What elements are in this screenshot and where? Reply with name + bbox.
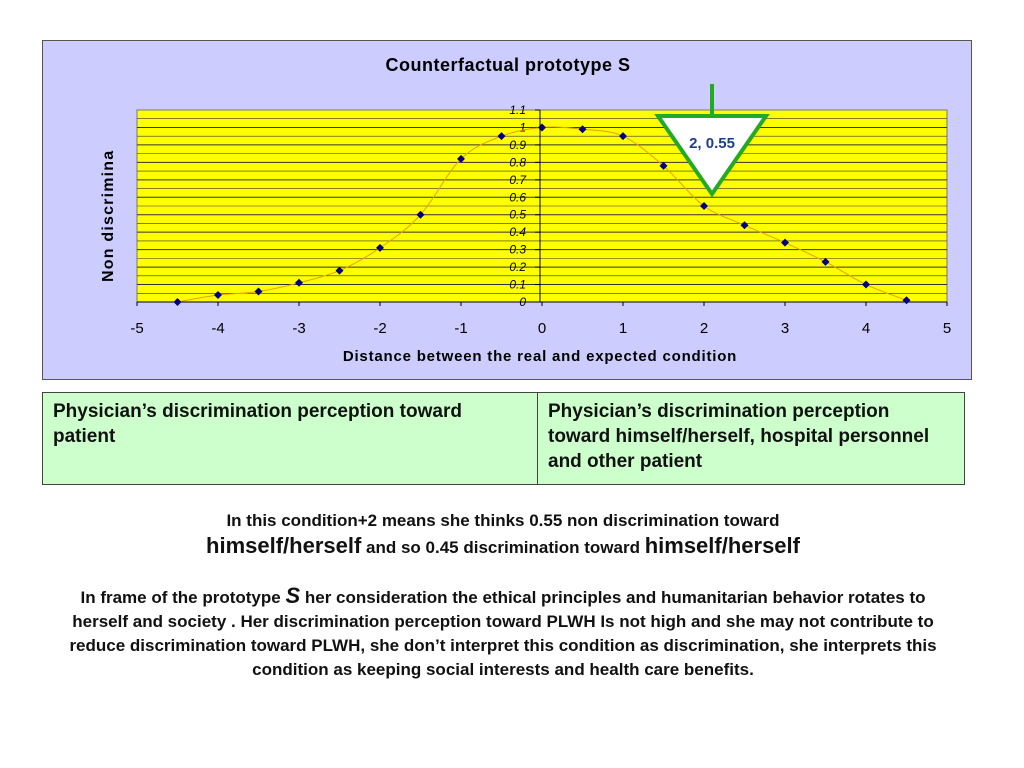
paragraph-2-start: In frame of the prototype [80,588,286,607]
x-axis-label: Distance between the real and expected condition [342,348,738,365]
annotation-label: 2, 0.55 [689,135,735,152]
y-tick-label: 0.1 [509,277,526,292]
x-tick-label: 2 [699,320,709,337]
y-tick-label: 1 [519,120,526,135]
x-tick-label: -4 [211,320,225,337]
x-tick-label: -5 [130,320,144,337]
x-tick-label: -1 [454,320,468,337]
explanation-paragraph-2 [60,584,946,682]
y-tick-label: 0.8 [509,155,526,170]
y-tick-label: 0.4 [509,225,526,240]
x-tick-label: 5 [942,320,952,337]
x-tick-label: 4 [861,320,871,337]
prototype-s-letter: S [285,583,301,608]
x-tick-label: 1 [618,320,628,337]
grid-lines [137,119,947,294]
explanation-text [60,510,946,682]
y-axis-label-clip [100,150,117,282]
y-tick-label: 0.5 [509,207,526,222]
emphasis-himself-herself-2: himself/herself [644,533,800,558]
explanation-line-1: In this condition+2 means she thinks 0.55 non discrimination toward [226,511,780,530]
info-table [42,392,965,485]
chart [43,41,971,379]
y-tick-label: 0.7 [509,172,526,187]
chart-container [42,40,972,380]
y-axis-label: Non discrimina [100,149,117,282]
x-tick-label: -3 [292,320,306,337]
x-tick-label: 3 [780,320,790,337]
x-tick-label: 0 [537,320,547,337]
paragraph-2-rest: her consideration the ethical principles and humanitarian behavior rotates to herself and society . Her discrimination perception toward PLWH Is not high and she may not contribute to reduce discrimination toward PLWH, she don’t interpret this condition as discrimination, she interprets this condition as keeping social interests and health care benefits. [69,588,937,679]
y-tick-label: 0.9 [509,137,526,152]
emphasis-himself-herself-1: himself/herself [206,533,362,558]
y-tick-label: 0.6 [509,190,526,205]
y-tick-label: 0.2 [509,260,526,275]
explanation-line-2 [60,532,946,562]
explanation-line-2-middle: and so 0.45 discrimination toward [361,538,645,557]
y-tick-label: 0 [519,295,526,309]
chart-title: Counterfactual prototype S [385,55,631,75]
x-tick-labels [130,302,951,337]
table-cell-left: Physician’s discrimination perception toward patient [43,393,538,485]
x-tick-label: -2 [373,320,387,337]
y-tick-label: 1.1 [509,103,526,117]
table-cell-right: Physician’s discrimination perception toward himself/herself, hospital personnel and other patient [538,393,965,485]
y-tick-label: 0.3 [509,242,526,257]
